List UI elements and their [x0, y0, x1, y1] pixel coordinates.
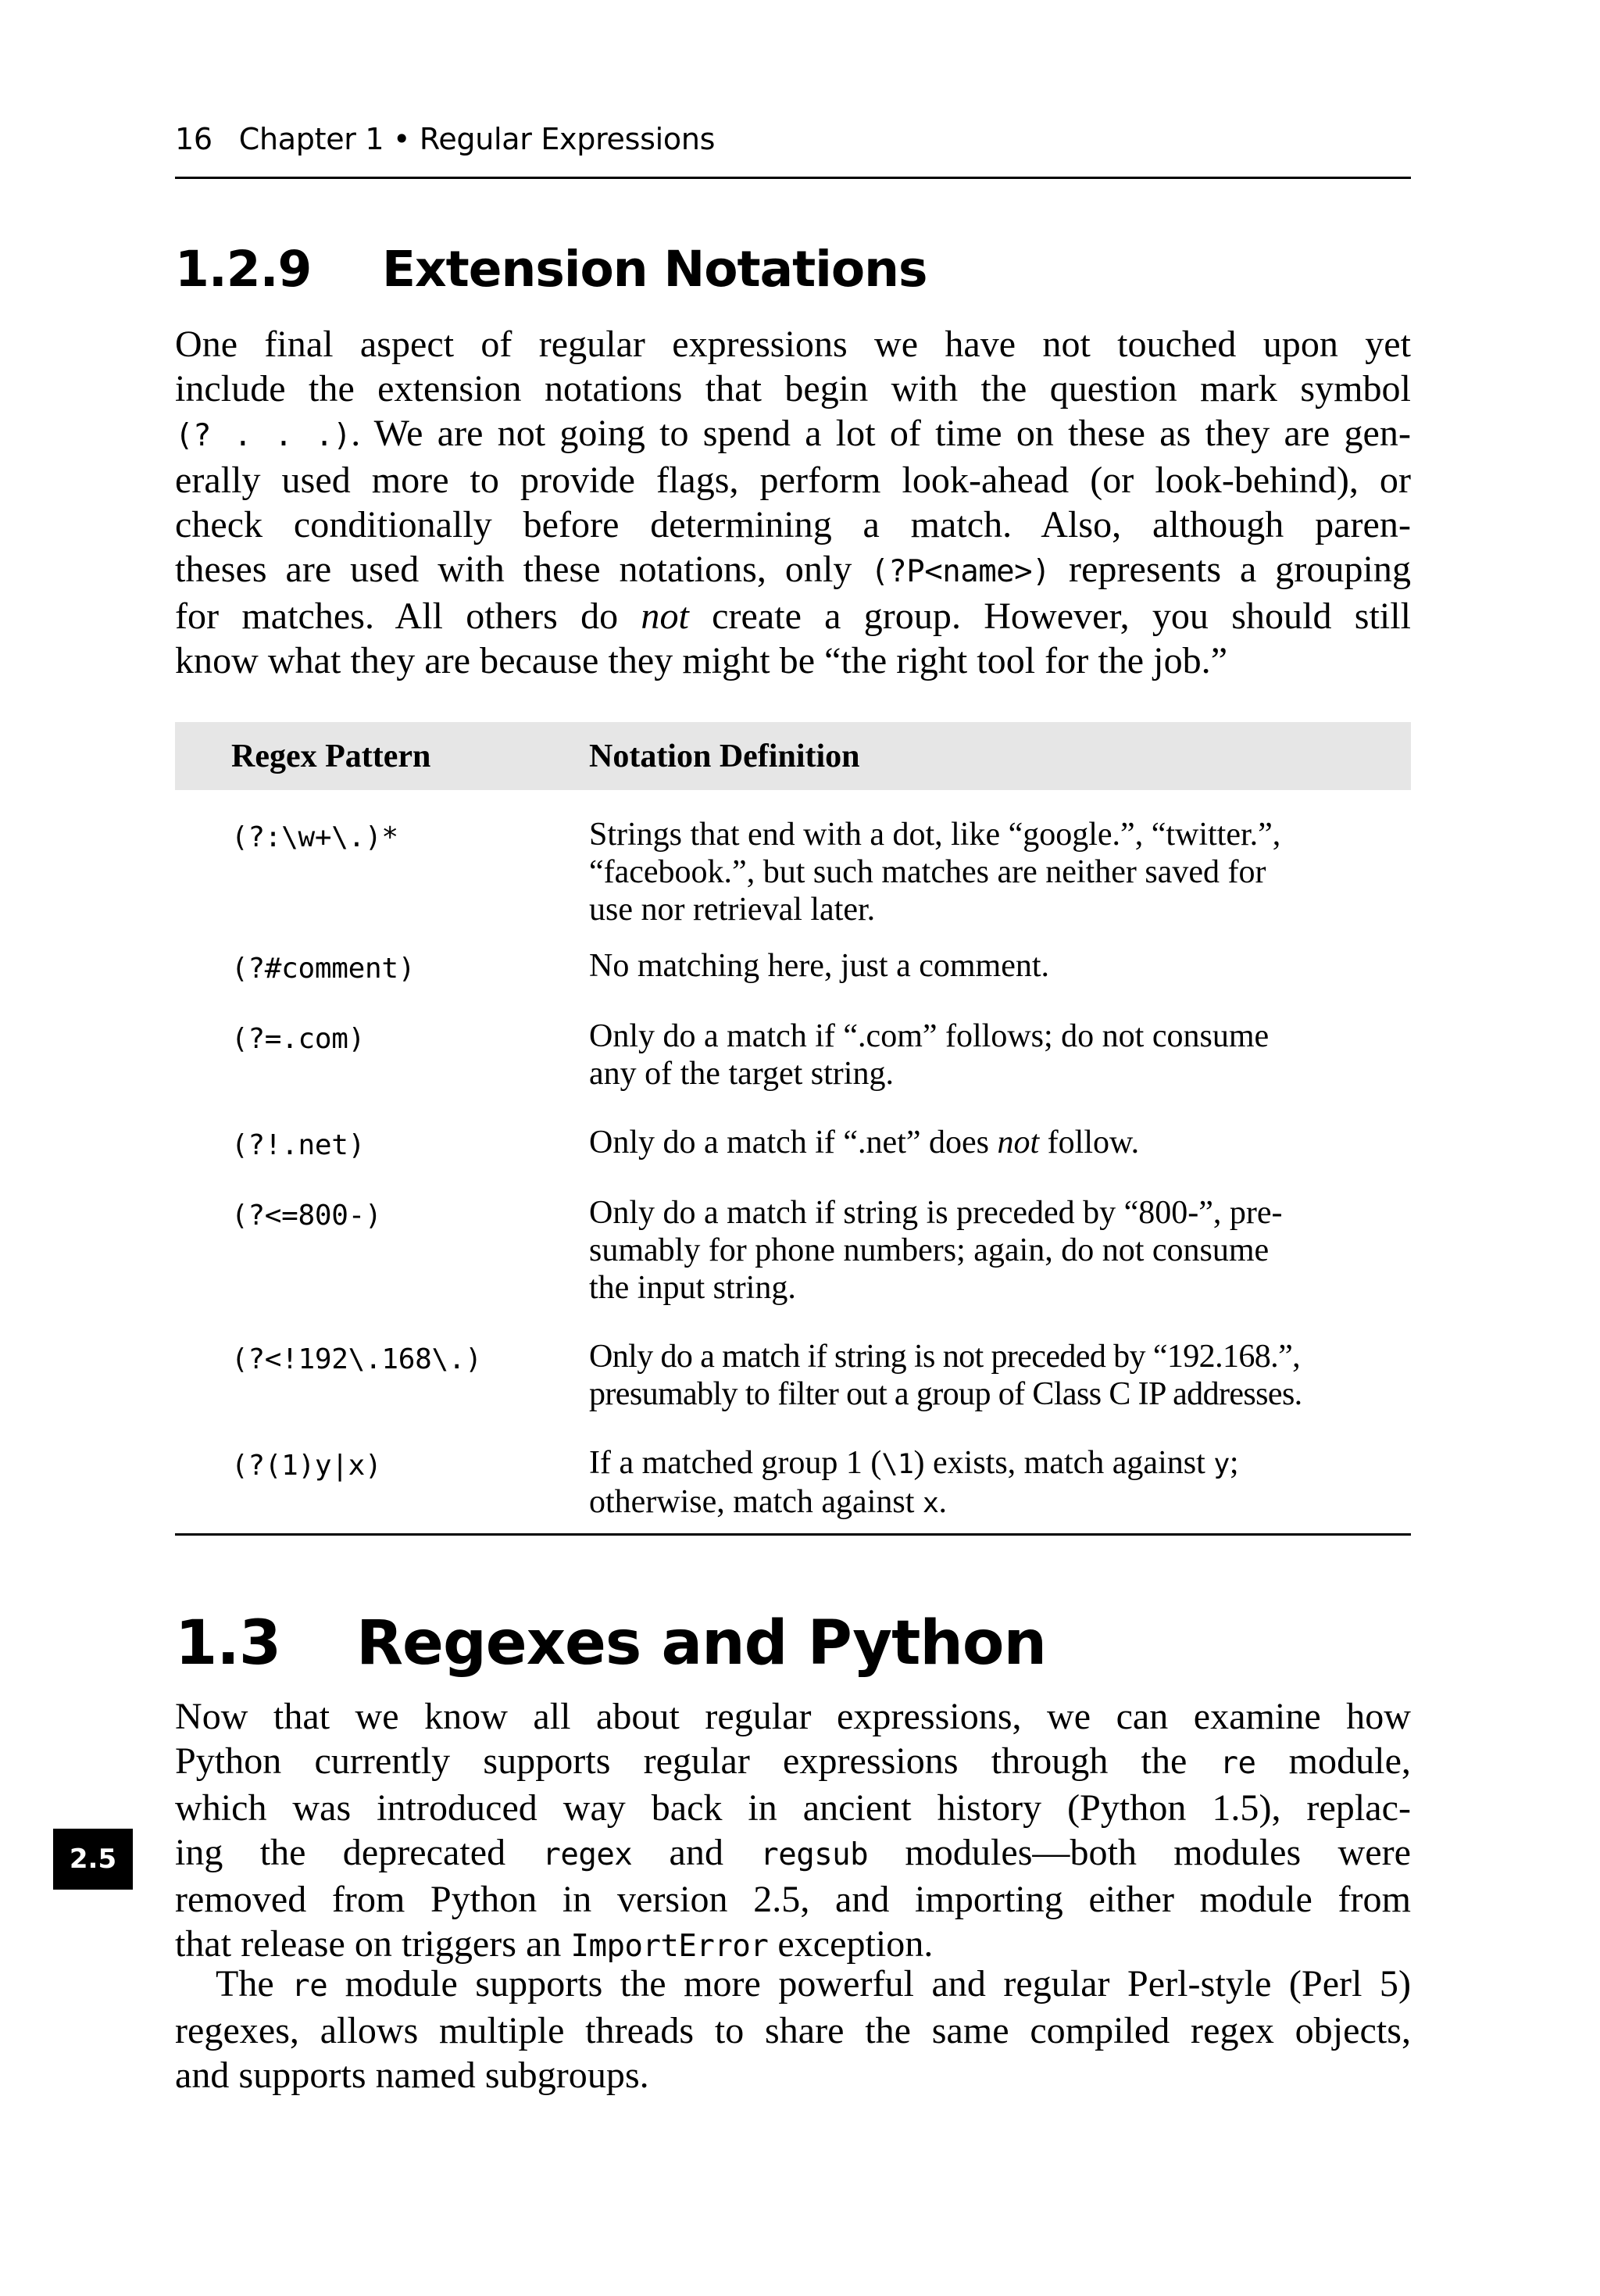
table-row [175, 1017, 1411, 1123]
paragraph-line [175, 1962, 1411, 2008]
text-run: otherwise, match against [589, 1484, 923, 1520]
text-run: Only do a match if “.net” does [589, 1125, 998, 1161]
text-run: ing the deprecated [175, 1832, 543, 1873]
text-run: follow. [1039, 1125, 1140, 1161]
text-run: The [216, 1963, 292, 2005]
section-heading-1-3 [175, 1608, 1046, 1679]
paragraph-line: regexes, allows multiple threads to share the same compiled regex objects, [175, 2010, 1411, 2051]
paragraph-line [175, 1739, 1411, 1786]
paragraph-line: removed from Python in version 2.5, and importing either module from [175, 1879, 1411, 1920]
notation-table [175, 722, 1411, 1545]
def-line [589, 1483, 1402, 1522]
def-line: Only do a match if string is not preceded by “192.168.”, [589, 1339, 1301, 1375]
regex-pattern: (?<=800-) [231, 1200, 382, 1232]
regex-pattern: (?(1)y|x) [231, 1450, 382, 1482]
emphasis: not [997, 1125, 1040, 1161]
regex-pattern: (?#comment) [231, 953, 416, 985]
intro-paragraph [175, 322, 1411, 683]
table-row [175, 1443, 1411, 1545]
page-number: 16 [175, 122, 212, 156]
section-number: 1.3 [175, 1608, 281, 1679]
notation-definition [589, 1017, 1402, 1093]
paragraph-line: include the extension notations that begin with the question mark symbol [175, 368, 1411, 409]
header-regex-pattern: Regex Pattern [231, 739, 431, 774]
chapter-title: Chapter 1 • Regular Expressions [238, 122, 716, 156]
python-paragraph-1 [175, 1694, 1411, 1969]
table-row [175, 1193, 1411, 1337]
paragraph-line [175, 411, 1411, 458]
section-number: 1.2.9 [175, 241, 312, 298]
text-run: If a matched group 1 ( [589, 1445, 882, 1481]
text-run: represents a grouping [1050, 549, 1411, 590]
notation-definition [589, 1124, 1402, 1161]
paragraph-line: One final aspect of regular expressions we have not touched upon yet [175, 324, 1411, 365]
text-run: theses are used with these notations, only [175, 549, 871, 590]
regex-pattern: (?!.net) [231, 1129, 365, 1161]
section-title: Extension Notations [382, 241, 927, 298]
header-notation-definition: Notation Definition [589, 739, 860, 774]
notation-definition [589, 1338, 1417, 1413]
inline-code: (?P<name>) [870, 554, 1051, 589]
emphasis: not [641, 595, 689, 637]
paragraph-line [175, 594, 1411, 638]
inline-code: (? . . .) [175, 418, 352, 453]
def-line: sumably for phone numbers; again, do not consume [589, 1232, 1270, 1268]
running-header [175, 122, 715, 156]
text-run: ; [1229, 1445, 1239, 1481]
table-bottom-rule [175, 1533, 1411, 1536]
regex-pattern: (?=.com) [231, 1023, 365, 1055]
text-run: . [938, 1484, 947, 1520]
def-line: Only do a match if “.com” follows; do not consume [589, 1018, 1270, 1054]
text-run: exception. [768, 1923, 934, 1965]
notation-definition: No matching here, just a comment. [589, 948, 1050, 984]
inline-code: re [291, 1969, 328, 2004]
paragraph-line: and supports named subgroups. [175, 2055, 649, 2096]
text-run: Python currently supports regular expressions through the [175, 1740, 1220, 1782]
version-margin-badge: 2.5 [53, 1829, 133, 1890]
table-header-row [175, 722, 1411, 790]
paragraph-line [175, 547, 1411, 594]
inline-code: regex [542, 1837, 633, 1872]
inline-code: re [1220, 1746, 1256, 1781]
inline-code: regsub [760, 1837, 869, 1872]
text-run: create a group. However, you should still [688, 595, 1411, 637]
python-paragraph-2 [175, 1962, 1411, 2098]
def-line: Strings that end with a dot, like “google.”, “twitter.”, [589, 817, 1281, 853]
text-run: ) exists, match against [913, 1445, 1214, 1481]
regex-pattern: (?<!192\.168\.) [231, 1343, 482, 1375]
regex-pattern: (?:\w+\.)* [231, 821, 398, 853]
inline-code: ImportError [570, 1929, 769, 1964]
def-line: Only do a match if string is preceded by “800-”, pre- [589, 1195, 1283, 1231]
paragraph-line: Now that we know all about regular expressions, we can examine how [175, 1696, 1411, 1737]
inline-code: y [1213, 1449, 1230, 1480]
table-row [175, 1123, 1411, 1193]
notation-definition [589, 1194, 1402, 1307]
paragraph-line: know what they are because they might be “the right tool for the job.” [175, 640, 1228, 681]
def-line: use nor retrieval later. [589, 892, 876, 928]
def-line: the input string. [589, 1270, 796, 1306]
paragraph-line [175, 1830, 1411, 1877]
section-heading-1-2-9 [175, 241, 927, 298]
text-run: that release on triggers an [175, 1923, 571, 1965]
inline-code: x [922, 1488, 939, 1519]
def-line: presumably to filter out a group of Class C IP addresses. [589, 1376, 1302, 1412]
header-rule [175, 177, 1411, 179]
inline-code: \1 [881, 1449, 914, 1480]
paragraph-line: which was introduced way back in ancient history (Python 1.5), replac- [175, 1787, 1411, 1829]
text-run: . We are not going to spend a lot of time on these as they are gen- [351, 413, 1411, 454]
notation-definition [589, 1444, 1402, 1522]
text-run: and [632, 1832, 761, 1873]
text-run: modules—both modules were [868, 1832, 1411, 1873]
notation-definition [589, 816, 1402, 928]
def-line: any of the target string. [589, 1056, 894, 1092]
text-run: module supports the more powerful and regular Perl-style (Perl 5) [327, 1963, 1412, 2005]
paragraph-line: check conditionally before determining a match. Also, although paren- [175, 504, 1411, 545]
table-row [175, 946, 1411, 1017]
text-run: for matches. All others do [175, 595, 641, 637]
table-row [175, 1337, 1411, 1443]
paragraph-line: erally used more to provide flags, perform look-ahead (or look-behind), or [175, 460, 1411, 501]
def-line: “facebook.”, but such matches are neither saved for [589, 854, 1266, 890]
text-run: module, [1255, 1740, 1411, 1782]
def-line [589, 1444, 1402, 1483]
section-title: Regexes and Python [356, 1608, 1047, 1679]
table-row [175, 790, 1411, 946]
